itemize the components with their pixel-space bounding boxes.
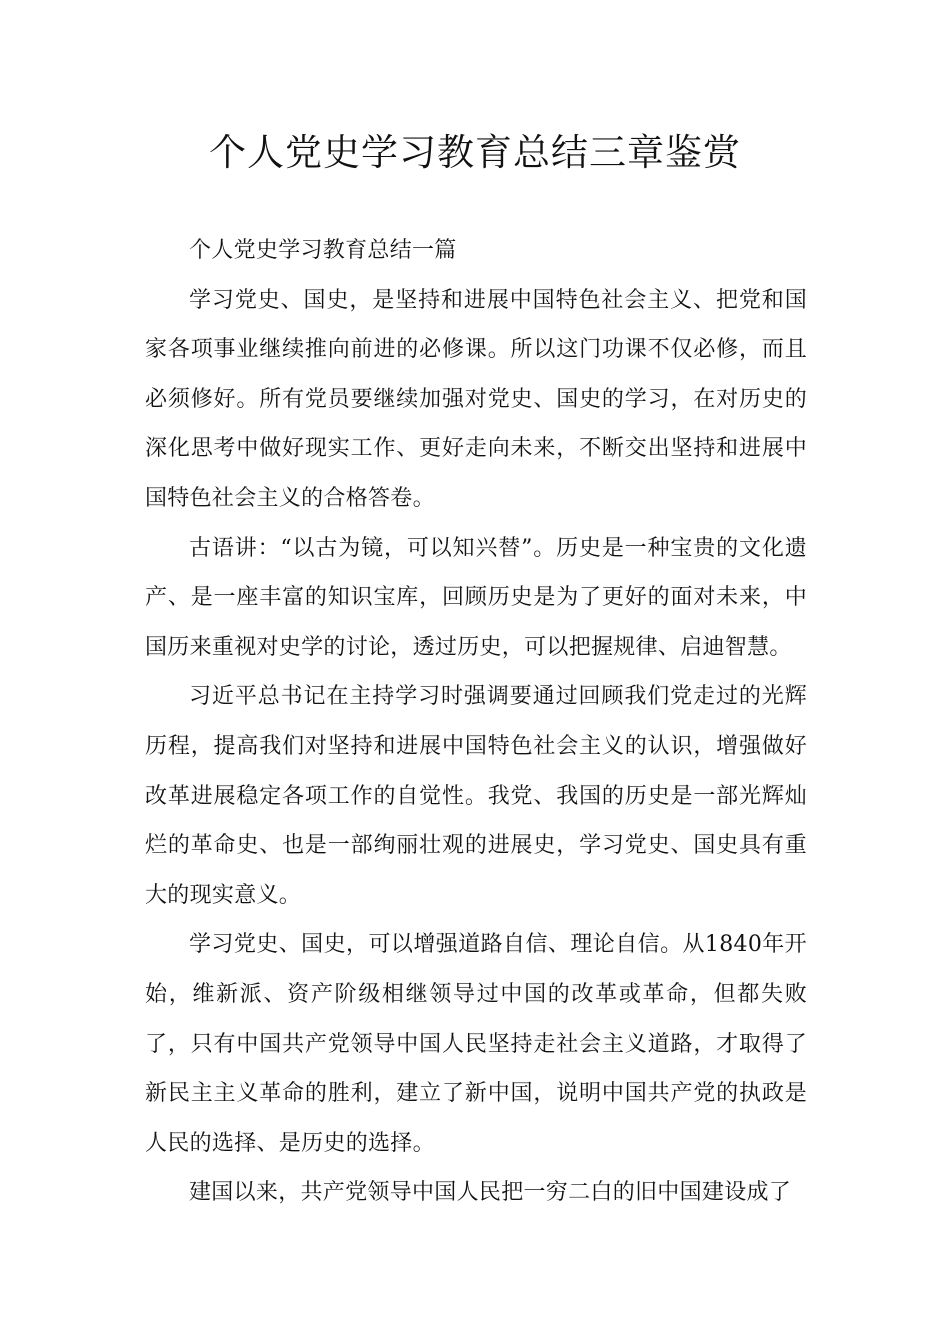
paragraph: 建国以来，共产党领导中国人民把一穷二白的旧中国建设成了 bbox=[189, 1180, 792, 1206]
document-title: 个人党史学习教育总结三章鉴赏 bbox=[209, 131, 741, 174]
paragraph: 学习党史、国史，可以增强道路自信、理论自信。从1840年开始，维新派、资产阶级相继领导过中国的改革或革命，但都失败了，只有中国共产党领导中国人民坚持走社会主义道路，才取得了新民主主义革命的胜利，建立了新中国，说明中国共产党的执政是人民的选择、是历史的选择。 bbox=[145, 932, 807, 1156]
document-body bbox=[145, 226, 807, 1218]
paragraph: 古语讲：“以古为镜，可以知兴替”。历史是一种宝贵的文化遗产、是一座丰富的知识宝库，回顾历史是为了更好的面对未来，中国历来重视对史学的讨论，透过历史，可以把握规律、启迪智慧。 bbox=[145, 535, 807, 660]
paragraph: 习近平总书记在主持学习时强调要通过回顾我们党走过的光辉历程，提高我们对坚持和进展中国特色社会主义的认识，增强做好改革进展稳定各项工作的自觉性。我党、我国的历史是一部光辉灿烂的革命史、也是一部绚丽壮观的进展史，学习党史、国史具有重大的现实意义。 bbox=[145, 684, 807, 908]
paragraph: 学习党史、国史，是坚持和进展中国特色社会主义、把党和国家各项事业继续推向前进的必修课。所以这门功课不仅必修，而且必须修好。所有党员要继续加强对党史、国史的学习，在对历史的深化思考中做好现实工作、更好走向未来，不断交出坚持和进展中国特色社会主义的合格答卷。 bbox=[145, 287, 807, 511]
section-heading: 个人党史学习教育总结一篇 bbox=[189, 238, 457, 263]
